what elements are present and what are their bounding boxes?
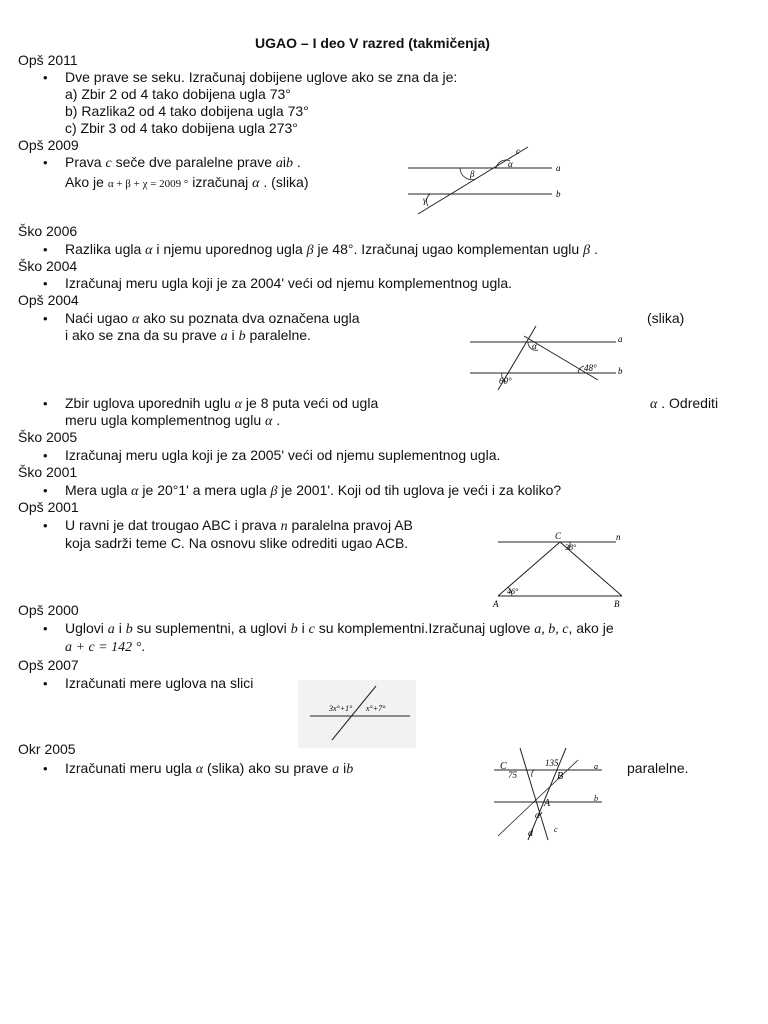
problem-text [65, 517, 413, 535]
figure-intersecting-transversals [490, 744, 615, 844]
math-alpha: α [252, 176, 260, 191]
angle-arc [427, 194, 430, 206]
math-n: n [280, 519, 288, 534]
text: su komplementni.Izračunaj uglove [318, 620, 531, 636]
text: Uglovi [65, 620, 104, 636]
math-beta: β [583, 243, 591, 258]
text: . (slika) [263, 174, 309, 190]
figure-background [298, 680, 416, 748]
label-B: B [614, 599, 620, 609]
text: U ravni je dat trougao ABC i prava [65, 517, 277, 533]
label-C: C [500, 761, 507, 772]
math-b: b [290, 622, 298, 637]
problem-text: • Izračunati mere uglova na slici [65, 675, 253, 692]
text: paralelne. [249, 327, 311, 343]
text: Zbir uglova uporednih uglu [65, 395, 231, 411]
text: su suplementni, a uglovi [136, 620, 287, 636]
label-beta: β [470, 169, 475, 179]
label-C: C [555, 531, 562, 541]
label-B: B [557, 771, 564, 782]
section-header: Opš 2004 [18, 292, 79, 308]
section-header: Opš 2011 [18, 52, 78, 68]
text: i [118, 620, 122, 636]
label-46: 46° [507, 587, 519, 596]
problem-text [65, 310, 360, 328]
text: , ako je [568, 620, 614, 636]
section-header: Ško 2001 [18, 464, 78, 480]
text: Mera ugla [65, 482, 128, 498]
label-x: x°+7° [366, 704, 386, 713]
text: seče dve paralelne prave [115, 154, 273, 170]
problem-item-b: b) Razlika2 od 4 tako dobijena ugla 73° [65, 103, 309, 119]
text: Naći ugao [65, 310, 129, 326]
problem-text [650, 395, 718, 413]
text: . [276, 412, 281, 428]
math-a: a [107, 622, 115, 637]
section-header: Opš 2009 [18, 137, 79, 153]
text: paralelna pravoj AB [291, 517, 413, 533]
section-header: Opš 2001 [18, 499, 79, 515]
label-a: a [594, 762, 598, 771]
label-135: 135 [545, 758, 559, 768]
text: ako su poznata dva označena ugla [143, 310, 360, 326]
math-alpha: α [234, 397, 243, 412]
figure-intersecting-lines [298, 680, 416, 748]
label-c: c [516, 146, 520, 156]
page-title: UGAO – I deo V razred (takmičenja) [255, 35, 490, 51]
label-gamma: γ [423, 195, 427, 205]
figure-parallel-angles [466, 322, 636, 394]
figure-transversal [400, 143, 570, 218]
text: Ako je [65, 174, 104, 190]
text: . Odrediti [661, 395, 719, 411]
problem-text: paralelne. [627, 760, 689, 776]
section-header: Ško 2006 [18, 223, 78, 239]
formula: a + c = 142 ° [65, 640, 142, 655]
problem-text: • Izračunaj meru ugla koji je za 2005' veći od njemu suplementnog ugla. [65, 447, 500, 464]
problem-text [65, 395, 378, 413]
label-38: 38° [565, 543, 577, 552]
problem-text: (slika) [647, 310, 685, 326]
text: i [301, 620, 305, 636]
problem-text [65, 760, 353, 778]
problem-text [65, 482, 561, 500]
math-alpha: α [650, 397, 658, 412]
label-3x: 3x°+1° [329, 704, 353, 713]
math-alpha: α [265, 414, 273, 429]
label-alpha: α [535, 810, 540, 820]
problem-text [65, 638, 145, 656]
text: je 48°. Izračunaj ugao komplementan uglu [317, 241, 580, 257]
section-header: Opš 2007 [18, 657, 79, 673]
label-alpha: α [508, 159, 513, 169]
math-b: b [125, 622, 133, 637]
section-header: Opš 2000 [18, 602, 79, 618]
section-header: Ško 2004 [18, 258, 78, 274]
problem-item-c: c) Zbir 3 od 4 tako dobijena ugla 273° [65, 120, 298, 136]
label-60: 60° [499, 376, 512, 386]
line-c [418, 147, 528, 214]
problem-text: • Dve prave se seku. Izračunaj dobijene uglove ako se zna da je: [65, 69, 457, 86]
problem-text: • Izračunaj meru ugla koji je za 2004' veći od njemu komplementnog ugla. [65, 275, 512, 292]
text: (slika) ako su prave [206, 760, 329, 776]
section-header: Ško 2005 [18, 429, 78, 445]
text: . [141, 638, 146, 654]
label-75: 75 [508, 770, 517, 780]
label-b: b [618, 366, 623, 376]
label-a: a [618, 334, 623, 344]
problem-text: koja sadrži teme C. Na osnovu slike odrediti ugao ACB. [65, 535, 409, 551]
math-a: a [332, 762, 340, 777]
math-alpha: α [131, 312, 140, 327]
math-beta: β [270, 484, 278, 499]
problem-text [65, 412, 280, 430]
math-a: a [275, 156, 283, 171]
label-d: d [528, 828, 533, 839]
text: izračunaj [192, 174, 249, 190]
label-n: n [616, 532, 621, 542]
text: je 8 puta veći od ugla [245, 395, 379, 411]
section-header: Okr 2005 [18, 741, 76, 757]
text: . [296, 154, 301, 170]
text: i [282, 154, 287, 170]
label-c: c [554, 825, 558, 834]
text: meru ugla komplementnog uglu [65, 412, 262, 428]
math-b: b [346, 762, 354, 777]
text: i [231, 327, 235, 343]
text: i njemu uporednog ugla [156, 241, 303, 257]
figure-triangle [492, 530, 632, 612]
text: i ako se zna da su prave [65, 327, 217, 343]
label-alpha: α [532, 341, 537, 351]
text: . [593, 241, 598, 257]
label-b: b [594, 794, 598, 803]
text: Izračunati meru ugla [65, 760, 192, 776]
text: Razlika ugla [65, 241, 142, 257]
problem-text [65, 620, 614, 638]
label-A: A [493, 599, 499, 609]
math-alpha: α [145, 243, 153, 258]
label-a: a [556, 163, 561, 173]
formula: α + β + χ = 2009 ° [107, 178, 189, 190]
math-abc: a, b, c [534, 622, 569, 637]
label-48: 48° [584, 363, 597, 373]
problem-text [65, 241, 598, 259]
problem-text [65, 174, 309, 193]
math-c: c [308, 622, 315, 637]
label-b: b [556, 189, 561, 199]
math-a: a [220, 329, 228, 344]
math-b: b [238, 329, 246, 344]
math-c: c [105, 156, 112, 171]
math-alpha: α [131, 484, 139, 499]
text: i [343, 760, 347, 776]
math-b: b [286, 156, 294, 171]
math-alpha: α [195, 762, 204, 777]
problem-item-a: a) Zbir 2 od 4 tako dobijena ugla 73° [65, 86, 291, 102]
label-A: A [544, 798, 551, 809]
text: Prava [65, 154, 102, 170]
math-beta: β [306, 243, 314, 258]
text: je 2001'. Koji od tih uglova je veći i za koliko? [281, 482, 562, 498]
angle-arc [532, 770, 534, 777]
problem-text [65, 327, 311, 345]
text: je 20°1' a mera ugla [142, 482, 267, 498]
problem-text [65, 154, 301, 172]
